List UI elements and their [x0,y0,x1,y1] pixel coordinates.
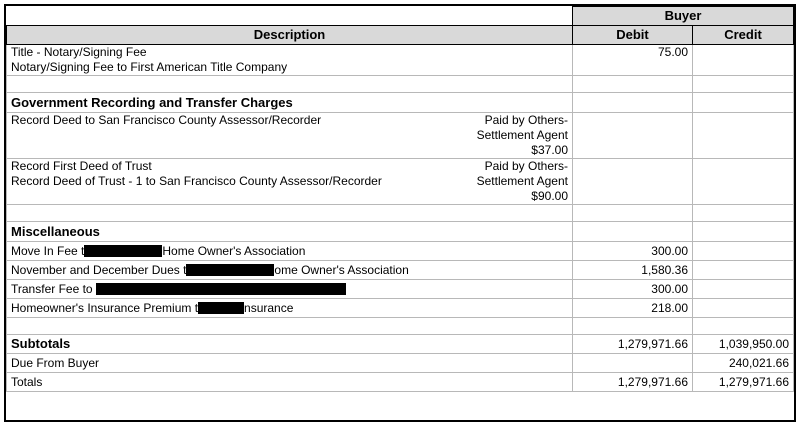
misc-item-post: ome Owner's Association [274,263,409,277]
subtotals-debit: 1,279,971.66 [573,335,693,354]
header-row-columns [7,26,794,45]
table-row [7,280,794,299]
due-from-buyer-label: Due From Buyer [7,354,573,373]
subtotals-label: Subtotals [7,335,573,354]
record-deed-paid-by [477,113,568,158]
gov-section-heading-row [7,93,794,113]
misc-section-heading-row [7,222,794,242]
record-deed-desc: Record Deed to San Francisco County Assessor/Recorder [11,113,322,127]
title-fee-debit: 75.00 [573,45,693,76]
record-deed-row [7,113,794,159]
debit-header: Debit [573,26,693,45]
misc-item-debit: 1,580.36 [573,261,693,280]
record-trust-paid-by [477,159,568,204]
spacer-row [7,205,794,222]
totals-credit: 1,279,971.66 [693,373,794,392]
misc-item-pre: Transfer Fee to [11,282,96,296]
title-fee-line2: Notary/Signing Fee to First American Title Company [11,60,288,74]
charges-table [6,6,794,392]
title-fee-row [7,45,794,76]
record-trust-agent: Settlement Agent [476,174,568,188]
subtotals-row [7,335,794,354]
description-header: Description [7,26,573,45]
title-fee-credit [693,45,794,76]
header-blank-cell [7,7,573,26]
record-trust-desc2: Record Deed of Trust - 1 to San Francisco County Assessor/Recorder [11,174,382,188]
spacer-row [7,76,794,93]
totals-label: Totals [7,373,573,392]
record-trust-amount: $90.00 [531,189,568,203]
misc-item-pre: Homeowner's Insurance Premium t [11,301,199,315]
table-row [7,299,794,318]
misc-item-post: Home Owner's Association [162,244,306,258]
redaction-block [186,264,274,276]
record-deed-agent: Settlement Agent [476,128,568,142]
misc-item-pre: November and December Dues t [11,263,187,277]
subtotals-credit: 1,039,950.00 [693,335,794,354]
record-trust-paid-by-label: Paid by Others- [484,159,568,173]
redaction-block [96,283,346,295]
misc-section-heading: Miscellaneous [7,222,573,242]
misc-item-pre: Move In Fee t [11,244,85,258]
record-deed-paid-by-label: Paid by Others- [484,113,568,127]
record-trust-desc1: Record First Deed of Trust [11,159,152,173]
record-trust-row [7,159,794,205]
table-row [7,242,794,261]
table-row [7,261,794,280]
record-deed-amount: $37.00 [531,143,568,157]
redaction-block [84,245,162,257]
due-from-buyer-row [7,354,794,373]
title-fee-line1: Title - Notary/Signing Fee [11,45,147,59]
totals-debit: 1,279,971.66 [573,373,693,392]
header-row-buyer [7,7,794,26]
credit-header: Credit [693,26,794,45]
spacer-row [7,318,794,335]
due-from-buyer-credit: 240,021.66 [693,354,794,373]
settlement-statement [4,4,796,422]
totals-row [7,373,794,392]
buyer-header: Buyer [573,7,794,26]
misc-item-debit: 300.00 [573,242,693,261]
redaction-block [198,302,244,314]
misc-item-debit: 300.00 [573,280,693,299]
misc-item-post: nsurance [244,301,294,315]
misc-item-debit: 218.00 [573,299,693,318]
gov-section-heading: Government Recording and Transfer Charges [7,93,573,113]
